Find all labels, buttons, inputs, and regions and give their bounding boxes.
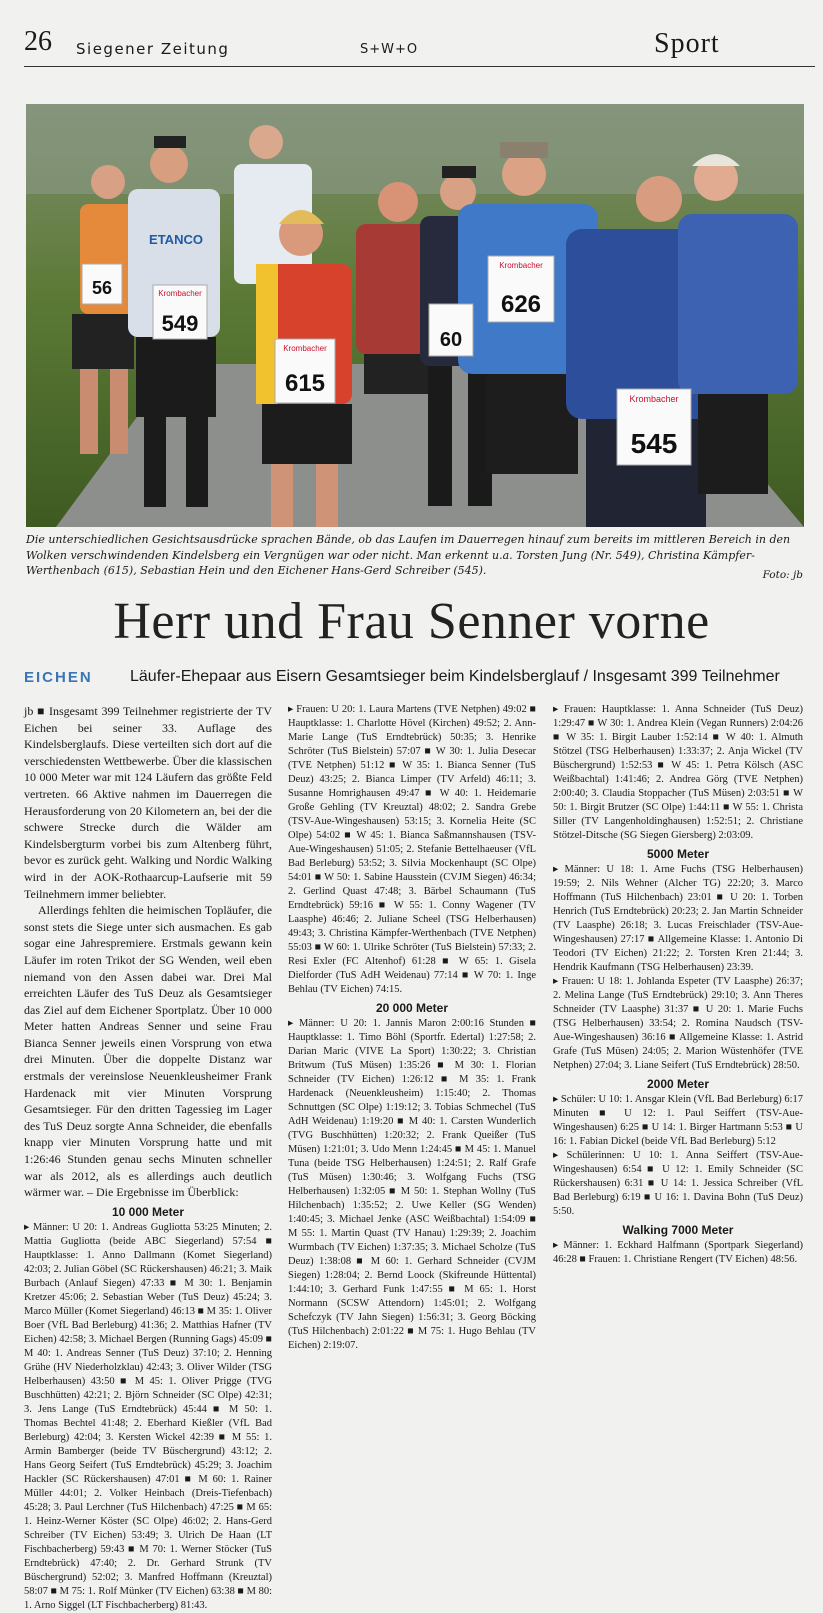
results-heading-walking: Walking 7000 Meter xyxy=(622,1223,734,1237)
results-walking: ▸ Männer: 1. Eckhard Halfmann (Sportpark Siegerland) 46:28 ■ Frauen: 1. Christiane Rengert (TV Eichen) 48:56. xyxy=(553,1240,803,1265)
svg-text:626: 626 xyxy=(500,291,542,318)
newspaper-name: Siegener Zeitung xyxy=(76,40,230,58)
header-rule xyxy=(24,66,815,67)
svg-text:56: 56 xyxy=(91,278,113,298)
article-column-2 xyxy=(288,703,536,1353)
results-heading-10000: 10 000 Meter xyxy=(111,1204,185,1219)
results-heading-2000: 2000 Meter xyxy=(646,1077,710,1091)
body-paragraph: Allerdings fehlten die heimischen Topläufer, die sonst stets die Siege unter sich ausmachen. Es gab sogar eine Jahrespremiere. Erstmals gewann kein Läufer im roten Trikot der SG Wenden, weil eben niemand von den Assen dabei war. Drei Mal erreichten Läufer des TuS Deuz als Gesamtsieger das Ziel auf dem Eichener Sportplatz. Über 10 000 Meter hatten Andreas Senner und seine Frau Bianca Senner jeweils einen Vorsprung von etwa drei Minuten. Über die doppelte Distanz war erstmals der vereinslose Neuenkleusheimer Frank Hardenack mit vier Minuten Vorsprung Gesamtsieger. Für den dritten Tagessieg im Lager des TuS Deuz sorgte Anna Schneider, die ebenfalls knapp vier Minuten Vorsprung hatte und mit 1:26:46 Stunden genau sechs Minuten schneller war als 2012, als es allerdings auch deutlich wärmer war. – Die Ergebnisse im Überblick: xyxy=(24,903,272,1200)
results-20000-men: ▸ Männer: U 20: 1. Jannis Maron 2:00:16 Stunden ■ Hauptklasse: 1. Timo Böhl (Sportfr. Edertal) 1:27:58; 2. Darian Maric (VIVE La Sport) 1:30:22; 3. Christian Britwum (TuS Müsen) 1:35:26 ■ M 30: 1. Florian Schneider (TV Eichen) 1:26:12 ■ M 35: 1. Frank Hardenack (Neuenkleusheim) 1:15:40; 2. Thomas Schnuttgen (SC Olpe) 1:19:12; 3. Tobias Schmechel (TuS AdH Weidenau) 1:19:20 ■ M 40: 1. Carsten Wunderlich (TVG Buschhütten) 1:20:32; 2. Frank Queißer (TuS Müsen) 1:21:01; 3. Udo Menn 1:24:45 ■ M 45: 1. Manuel Tuna (beide TSG Helberhausen) 1:24:51; 2. Ralf Grafe (TuS Müsen) 1:30:46; 3. Wolfgang Fuchs (TSG Helberhausen) 1:32:05 ■ M 50: 1. Stephan Wollny (TuS Hilchenbach) 1:35:52; 2. Uwe Keller (SG Wenden) 1:40:45; 3. Michael Jenke (ASC Weißbachtal) 1:54:09 ■ M 55: 1. Martin Quast (TV Hanau) 1:29:39; 2. Joachim Wurmbach (TV Eichen) 1:37:35; 3. Michael Scholze (TuS Deuz) 1:38:08 ■ M 60: 1. Gerhard Schneider (CVJM Siegen) 1:28:04; 2. Bernd Loock (Skifreunde Hüttental) 1:44:10; 3. Gerhard Funk 1:47:55 ■ M 65: 1. Horst Normann (SCSW Attendorn) 1:45:01; 2. Wolfgang Schefczyk (TV Jahn Siegen) 1:56:31; 3. Georg Böcking (TuS Hilchenbach) 2:01:22 ■ M 75: 1. Hugo Behlau (TV Eichen) 2:19:07. xyxy=(288,1018,536,1351)
bib-615 xyxy=(275,339,335,403)
bib-60 xyxy=(429,304,473,356)
photo-credit: Foto: jb xyxy=(762,569,803,581)
results-2000-girls: ▸ Schülerinnen: U 10: 1. Anna Seiffert (TSV-Aue-Wingeshausen) 6:54 ■ U 12: 1. Emily Schneider (SC Rückershausen) 6:31 ■ U 14: 1. Jessica Schreiber (VfL Bad Berleburg) 6:19 ■ U 16: 1. Davina Bohn (TuS Deuz) 5:50. xyxy=(553,1150,803,1217)
svg-text:60: 60 xyxy=(439,329,463,351)
headline: Herr und Frau Senner vorne xyxy=(113,593,710,650)
svg-text:549: 549 xyxy=(161,311,199,336)
page-header xyxy=(0,0,823,70)
svg-text:545: 545 xyxy=(630,428,678,459)
results-heading-5000: 5000 Meter xyxy=(646,847,710,861)
article-column-1 xyxy=(24,703,272,1613)
svg-text:Krombacher: Krombacher xyxy=(283,344,327,353)
results-10000-men: ▸ Männer: U 20: 1. Andreas Gugliotta 53:25 Minuten; 2. Mattia Gugliotta (beide ABC Siegerland) 57:54 ■ Hauptklasse: 1. Anno Dallmann (Komet Siegerland) 42:03; 2. Julian Göbel (SC Rückershausen) 46:21; 3. Maik Burbach (Anlauf Siegen) 47:33 ■ M 30: 1. Benjamin Kretzer 45:06; 2. Sebastian Weber (TuS Deuz) 45:24; 3. Marco Müller (Komet Siegerland) 46:13 ■ M 35: 1. Oliver Boer (VfL Bad Berleburg) 41:36; 2. Matthias Hafner (TV Eichen) 42:58; 3. Michael Bergen (Running Gags) 45:09 ■ M 40: 1. Andreas Senner (TuS Deuz) 37:10; 2. Henning Grühe (HV Niederholzklau) 42:43; 3. Oliver Wilder (TSG Helberhausen) 43:50 ■ M 45: 1. Oliver Prigge (TVG Buschhütten) 42:21; 2. Björn Schneider (SC Olpe) 42:31; 3. Jens Lange (TuS Erndtebrück) 45:44 ■ M 50: 1. Thomas Bechtel 41:48; 2. Eberhard Kießler (VfL Bad Berleburg) 42:04; 3. Kersten Wickel 42:39 ■ M 55: 1. Armin Bamberger (beide TV Büschergrund) 43:12; 2. Hans Georg Seifert (TuS Erndtebrück) 45:29; 3. Joachim Hackler (SC Rückershausen) 47:01 ■ M 60: 1. Rainer Müller 44:01; 2. Volker Heinbach (Dreis-Tiefenbach) 45:28; 3. Paul Lerchner (TuS Hilchenbach) 47:25 ■ M 65: 1. Heinz-Werner Köster (SC Olpe) 46:02; 2. Hans-Gerd Schreiber (TV Eichen) 53:49; 3. Ulrich De Haan (LT Fischbacherberg) 59:43 ■ M 70: 1. Werner Stöcker (TuS Erndtebrück) 47:40; 2. Dr. Gerhard Strunk (TV Büschergrund) 52:02; 3. Manfred Hoffmann (Kreuztal) 58:07 ■ M 75: 1. Rolf Münker (TV Eichen) 63:38 ■ M 80: 1. Arno Siggel (LT Fischbacherberg) 81:43. xyxy=(24,1221,272,1611)
results-heading-20000: 20 000 Meter xyxy=(375,1001,449,1015)
dateline: EICHEN xyxy=(24,669,93,686)
shirt-logo: ETANCO xyxy=(149,232,203,247)
photo-caption: Die unterschiedlichen Gesichtsausdrücke sprachen Bände, ob das Laufen im Dauerregen hinauf zum bereits im mittleren Bereich in den Wolken verschwindenden Kindelsberg ein Vergnügen war oder nicht. Man erkennt u.a. Torsten Jung (Nr. 549), Christina Kämpfer-Werthenbach (615), Sebastian Hein und den Eichener Hans-Gerd Schreiber (545). xyxy=(26,533,791,577)
article-column-3 xyxy=(553,703,803,1267)
bib-545 xyxy=(617,389,691,465)
svg-text:Krombacher: Krombacher xyxy=(629,394,679,404)
bib-626 xyxy=(488,256,554,322)
subheadline: Läufer-Ehepaar aus Eisern Gesamtsieger beim Kindelsberglauf / Insgesamt 399 Teilnehmer xyxy=(130,668,780,685)
svg-text:615: 615 xyxy=(284,370,326,397)
bib-56 xyxy=(82,264,122,304)
svg-text:Krombacher: Krombacher xyxy=(158,289,202,298)
results-10000-women: ▸ Frauen: U 20: 1. Laura Martens (TVE Netphen) 49:02 ■ Hauptklasse: 1. Charlotte Hövel (Kirchen) 49:52; 2. Ann-Marie Lange (TuS Erndtebrück) 50:35; 3. Henrike Schröter (TuS Bielstein) 57:07 ■ W 30: 1. Julia Desecar (TVE Netphen) 51:12 ■ W 35: 1. Bianca Senner (TuS Deuz) 43:25; 2. Bianca Limper (TV Arfeld) 46:11; 3. Susanne Homrighausen 49:47 ■ W 40: 1. Heidemarie Große Gehling (TV Kreuztal) 48:02; 2. Sandra Grebe (TSV-Aue-Wingeshausen) 53:15; 3. Kornelia Heite (SC Olpe) 54:02 ■ W 45: 1. Bianca Saßmannshausen (TSV-Aue-Wingeshausen) 51:05; 2. Stefanie Bettelhaeuser (VfL Bad Berleburg) 53:52; 3. Silvia Mockenhaupt (SC Olpe) 54:01 ■ W 50: 1. Sabine Hausstein (CVJM Siegen) 46:34; 2. Gerlind Quast 47:48; 3. Bärbel Schaumann (TuS Erndtebrück) 59:16 ■ W 55: 1. Conny Wagener (TV Laasphe) 46:46; 2. Juliane Scheel (TSG Helberhausen) 49:43; 3. Christina Kämpfer-Werthenbach (TVE Netphen) 55:03 ■ W 60: 1. Ulrike Schröter (TuS Bielstein) 57:33; 2. Resi Exler (FC Altenhof) 61:28 ■ W 65: 1. Gisela Dielforder (TuS AdH Weidenau) 77:14 ■ W 70: 1. Inge Behlau (TV Eichen) 74:15. xyxy=(288,704,536,995)
edition-label: S+W+O xyxy=(360,42,419,57)
section-title: Sport xyxy=(654,28,720,59)
results-5000-women: ▸ Frauen: U 18: 1. Johlanda Espeter (TV Laasphe) 26:37; 2. Melina Lange (TuS Erndtebrück) 29:10; 3. Ann Theres Schneider (TV Laasphe) 31:37 ■ U 20: 1. Marie Fuchs (TSG Helberhausen) 33:54; 2. Romina Naudsch (TSV-Aue-Wingeshausen) 36:16 ■ Allgemeine Klasse: 1. Astrid Grafe (TuS Müsen) 24:05; 2. Marion Wüstenhöfer (TVE Netphen) 27:04; 3. Liane Seifert (TuS Erndtebrück) 28:50. xyxy=(553,976,803,1071)
bib-549 xyxy=(153,285,207,339)
results-5000-men: ▸ Männer: U 18: 1. Arne Fuchs (TSG Helberhausen) 19:59; 2. Nils Wehner (Alcher TG) 22:20; 3. Marco Hoffmann (TuS Hilchenbach) 23:01 ■ U 20: 1. Torben Henrich (TuS Erndtebrück) 20:23; 2. Jan Martin Schneider (TV Laasphe) 26:18; 3. Lucas Freischlader (TSV-Aue-Wingeshausen) 27:17 ■ Allgemeine Klasse: 1. Antonio Di Teodori (TV Eichen) 21:22; 2. Torsten Kren 21:44; 3. Hendrik Kaufmann (TSG Helberhausen) 23:39. xyxy=(553,864,803,973)
page-number: 26 xyxy=(24,26,52,57)
results-20000-women: ▸ Frauen: Hauptklasse: 1. Anna Schneider (TuS Deuz) 1:29:47 ■ W 30: 1. Andrea Klein (Vegan Runners) 2:04:26 ■ W 35: 1. Birgit Lauber 1:52:14 ■ W 40: 1. Almuth Stötzel (TSG Helberhausen) 1:33:37; 2. Anja Wickel (TV Büschergrund) 1:52:53 ■ W 45: 1. Petra Kölsch (ASC Weißbachtal) 1:41:46; 2. Andrea Görg (TVE Netphen) 2:00:40; 3. Claudia Stoppacher (TuS Müsen) 2:03:51 ■ W 50: 1. Birgit Brutzer (SC Olpe) 1:44:11 ■ W 55: 1. Christa Siller (TV Langenholdinghausen) 1:52:51; 2. Christiane Stötzel-Ditsche (SG Siegen Giersberg) 2:03:09. xyxy=(553,704,803,841)
results-2000-boys: ▸ Schüler: U 10: 1. Ansgar Klein (VfL Bad Berleburg) 6:17 Minuten ■ U 12: 1. Paul Seiffert (TSV-Aue-Wingeshausen) 6:25 ■ U 14: 1. Birger Hartmann 5:53 ■ U 16: 1. Fabian Dickel (beide VfL Bad Berleburg) 5:12 xyxy=(553,1094,803,1147)
svg-text:Krombacher: Krombacher xyxy=(499,261,543,270)
body-paragraph: jb ■ Insgesamt 399 Teilnehmer registrierte der TV Eichen bei seiner 33. Auflage des Kindelsberglaufs. Diese verteilten sich dort auf die verschiedensten Wettbewerbe. Über die klassischen 10 000 Meter war mit 124 Läufern das größte Feld vertreten. 66 Aktive nahmen im Dauerregen die Herausforderung von 20 Kilometern an, bei der die schwere Strecke durch die Wälder am Kindelsbergturm vorbei bis zum Altenberg führt, bevor es zurück geht. Walking und Nordic Walking wird in der AOK-Rothaarcup-Laufserie mit 59 Teilnehmern immer beliebter. xyxy=(24,704,272,901)
race-photo xyxy=(26,104,804,527)
